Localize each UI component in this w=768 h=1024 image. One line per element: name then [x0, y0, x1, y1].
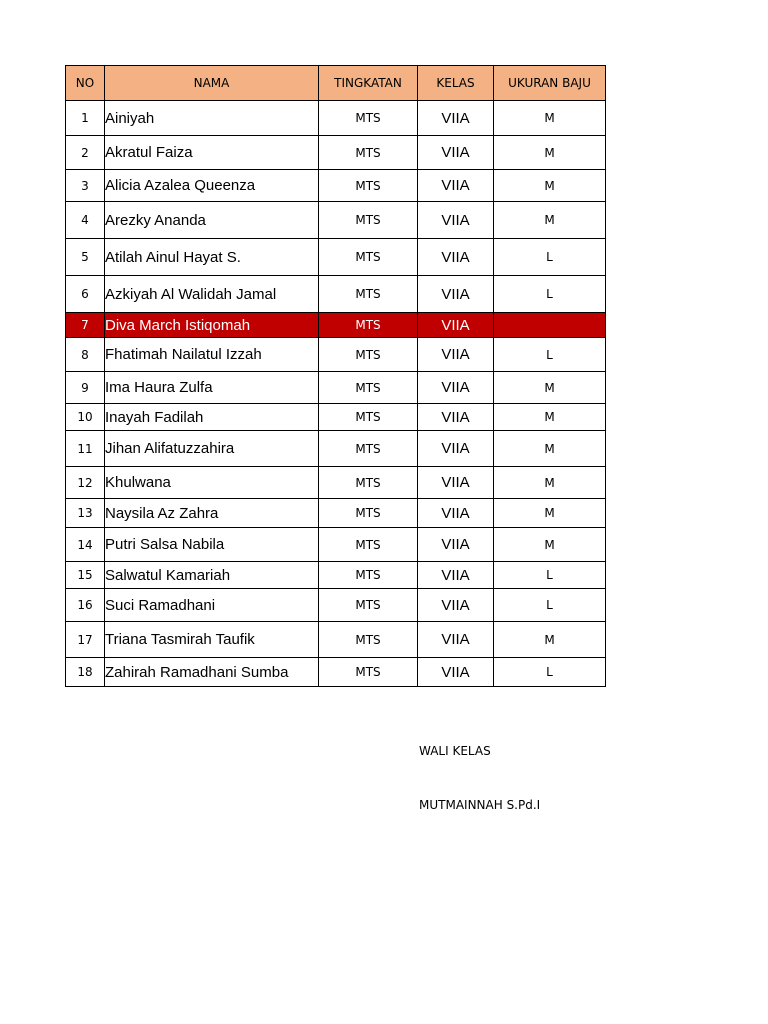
table-row [66, 467, 606, 499]
row-ukuran-baju: M [494, 431, 606, 467]
row-tingkatan: MTS [319, 101, 418, 136]
row-no: 11 [66, 431, 105, 467]
row-kelas: VIIA [418, 499, 494, 528]
row-ukuran-baju: L [494, 276, 606, 313]
row-no: 17 [66, 622, 105, 658]
table-row [66, 528, 606, 562]
table-row [66, 431, 606, 467]
row-tingkatan: MTS [319, 528, 418, 562]
row-ukuran-baju: M [494, 528, 606, 562]
table-row [66, 338, 606, 372]
row-nama: Naysila Az Zahra [105, 499, 319, 528]
row-tingkatan: MTS [319, 202, 418, 239]
row-kelas: VIIA [418, 202, 494, 239]
row-nama: Diva March Istiqomah [105, 313, 319, 338]
header-tingkatan: TINGKATAN [319, 66, 418, 101]
row-no: 13 [66, 499, 105, 528]
row-no: 10 [66, 404, 105, 431]
row-ukuran-baju: L [494, 589, 606, 622]
table-row [66, 170, 606, 202]
row-no: 12 [66, 467, 105, 499]
row-ukuran-baju: M [494, 467, 606, 499]
table-row [66, 202, 606, 239]
header-ukuran-baju: UKURAN BAJU [494, 66, 606, 101]
row-ukuran-baju: M [494, 499, 606, 528]
row-nama: Ainiyah [105, 101, 319, 136]
header-no: NO [66, 66, 105, 101]
row-ukuran-baju: M [494, 136, 606, 170]
row-nama: Arezky Ananda [105, 202, 319, 239]
row-tingkatan: MTS [319, 658, 418, 687]
row-kelas: VIIA [418, 404, 494, 431]
header-nama: NAMA [105, 66, 319, 101]
row-ukuran-baju [494, 313, 606, 338]
table-row [66, 562, 606, 589]
row-tingkatan: MTS [319, 562, 418, 589]
row-no: 5 [66, 239, 105, 276]
row-no: 15 [66, 562, 105, 589]
row-tingkatan: MTS [319, 431, 418, 467]
header-kelas: KELAS [418, 66, 494, 101]
table-row [66, 239, 606, 276]
row-kelas: VIIA [418, 431, 494, 467]
row-kelas: VIIA [418, 338, 494, 372]
table-row [66, 589, 606, 622]
student-table [65, 65, 606, 687]
row-ukuran-baju: M [494, 622, 606, 658]
row-nama: Putri Salsa Nabila [105, 528, 319, 562]
row-nama: Alicia Azalea Queenza [105, 170, 319, 202]
table-row [66, 101, 606, 136]
row-ukuran-baju: M [494, 101, 606, 136]
wali-kelas-label: WALI KELAS [419, 744, 491, 758]
row-kelas: VIIA [418, 658, 494, 687]
row-no: 1 [66, 101, 105, 136]
row-tingkatan: MTS [319, 239, 418, 276]
row-nama: Zahirah Ramadhani Sumba [105, 658, 319, 687]
row-kelas: VIIA [418, 313, 494, 338]
row-no: 9 [66, 372, 105, 404]
row-nama: Ima Haura Zulfa [105, 372, 319, 404]
row-no: 4 [66, 202, 105, 239]
row-tingkatan: MTS [319, 499, 418, 528]
row-kelas: VIIA [418, 589, 494, 622]
table-row [66, 404, 606, 431]
row-tingkatan: MTS [319, 338, 418, 372]
row-no: 2 [66, 136, 105, 170]
row-kelas: VIIA [418, 622, 494, 658]
row-ukuran-baju: L [494, 658, 606, 687]
row-ukuran-baju: M [494, 404, 606, 431]
row-tingkatan: MTS [319, 404, 418, 431]
row-kelas: VIIA [418, 101, 494, 136]
table-row [66, 276, 606, 313]
row-nama: Fhatimah Nailatul Izzah [105, 338, 319, 372]
row-nama: Suci Ramadhani [105, 589, 319, 622]
table-header-row [66, 66, 606, 101]
row-kelas: VIIA [418, 372, 494, 404]
row-ukuran-baju: L [494, 239, 606, 276]
row-ukuran-baju: L [494, 338, 606, 372]
row-nama: Azkiyah Al Walidah Jamal [105, 276, 319, 313]
row-tingkatan: MTS [319, 276, 418, 313]
row-tingkatan: MTS [319, 589, 418, 622]
row-kelas: VIIA [418, 170, 494, 202]
table-row [66, 499, 606, 528]
table-row [66, 658, 606, 687]
row-nama: Inayah Fadilah [105, 404, 319, 431]
row-no: 7 [66, 313, 105, 338]
row-nama: Salwatul Kamariah [105, 562, 319, 589]
row-ukuran-baju: M [494, 202, 606, 239]
row-kelas: VIIA [418, 136, 494, 170]
row-no: 3 [66, 170, 105, 202]
row-ukuran-baju: L [494, 562, 606, 589]
table-row [66, 622, 606, 658]
row-kelas: VIIA [418, 562, 494, 589]
row-tingkatan: MTS [319, 136, 418, 170]
row-no: 18 [66, 658, 105, 687]
row-tingkatan: MTS [319, 372, 418, 404]
row-ukuran-baju: M [494, 170, 606, 202]
row-ukuran-baju: M [494, 372, 606, 404]
row-tingkatan: MTS [319, 622, 418, 658]
table-row [66, 313, 606, 338]
row-kelas: VIIA [418, 239, 494, 276]
row-tingkatan: MTS [319, 170, 418, 202]
row-no: 16 [66, 589, 105, 622]
row-tingkatan: MTS [319, 313, 418, 338]
wali-kelas-name: MUTMAINNAH S.Pd.I [419, 798, 541, 812]
table-row [66, 136, 606, 170]
row-nama: Akratul Faiza [105, 136, 319, 170]
row-kelas: VIIA [418, 276, 494, 313]
row-nama: Khulwana [105, 467, 319, 499]
row-no: 14 [66, 528, 105, 562]
row-no: 8 [66, 338, 105, 372]
row-kelas: VIIA [418, 528, 494, 562]
table-body [66, 101, 606, 687]
table-row [66, 372, 606, 404]
row-nama: Jihan Alifatuzzahira [105, 431, 319, 467]
row-nama: Atilah Ainul Hayat S. [105, 239, 319, 276]
row-tingkatan: MTS [319, 467, 418, 499]
row-kelas: VIIA [418, 467, 494, 499]
row-nama: Triana Tasmirah Taufik [105, 622, 319, 658]
row-no: 6 [66, 276, 105, 313]
